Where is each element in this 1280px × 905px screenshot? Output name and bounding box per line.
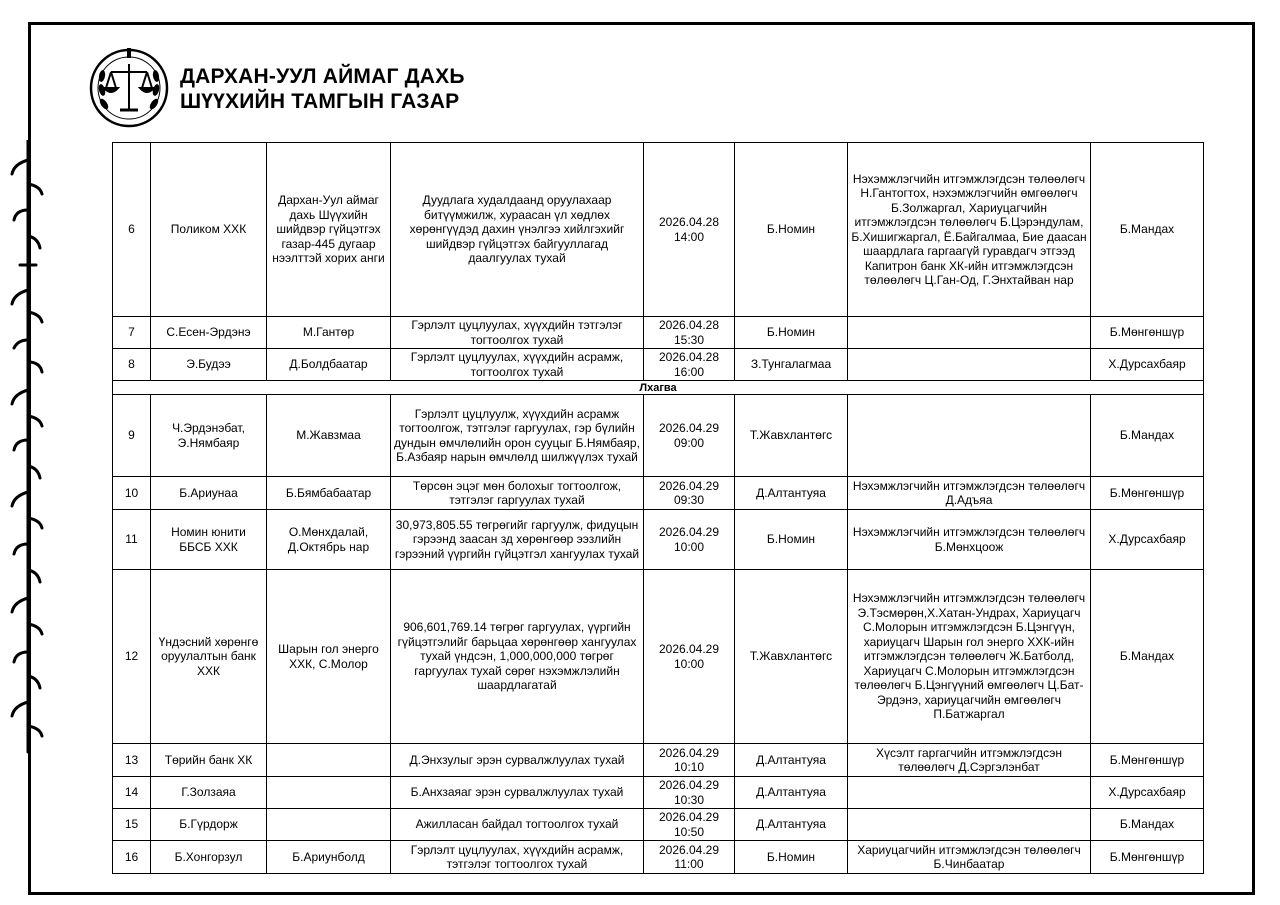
claim-subject-cell: Гэрлэлт цуцлуулах, хүүхдийн асрамж, тогтоолгох тухай <box>391 349 644 381</box>
hearing-datetime-cell: 2026.04.29 10:50 <box>644 809 735 841</box>
participants-cell: Нэхэмжлэгчийн итгэмжлэгдсэн төлөөлөгч Б.Мөнхцоож <box>848 510 1091 570</box>
participants-cell <box>848 317 1091 349</box>
clerk-cell: Х.Дурсахбаяр <box>1091 349 1204 381</box>
plaintiff-cell: Б.Хонгорзул <box>151 841 267 874</box>
participants-cell <box>848 777 1091 809</box>
defendant-cell <box>267 809 391 841</box>
participants-cell: Хариуцагчийн итгэмжлэгдсэн төлөөлөгч Б.Чинбаатар <box>848 841 1091 874</box>
defendant-cell: Шарын гол энерго ХХК, С.Молор <box>267 570 391 744</box>
section-wednesday <box>113 381 1204 395</box>
table-row <box>113 317 1204 349</box>
defendant-cell: Дархан-Уул аймаг дахь Шүүхийн шийдвэр гүйцэтгэх газар-445 дугаар нээлттэй хорих анги <box>267 143 391 317</box>
mongolian-script-vertical-text-icon <box>0 140 52 760</box>
hearing-datetime-cell: 2026.04.29 10:00 <box>644 510 735 570</box>
clerk-cell: Б.Мөнгөншүр <box>1091 841 1204 874</box>
judge-cell: Т.Жавхлантөгс <box>735 570 848 744</box>
claim-subject-cell: Дуудлага худалдаанд оруулахаар битүүмжилж, хураасан үл хөдлөх хөрөнгүүдэд дахин үнэлгээ хийлгэхийг шийдвэр гүйцэтгэх байгууллагад даалгуулах тухай <box>391 143 644 317</box>
case-number-cell: 6 <box>113 143 151 317</box>
case-number-cell: 16 <box>113 841 151 874</box>
hearing-datetime-cell: 2026.04.29 09:30 <box>644 477 735 510</box>
table-row <box>113 143 1204 317</box>
claim-subject-cell: Гэрлэлт цуцлуулах, хүүхдийн тэтгэлэг тогтоолгох тухай <box>391 317 644 349</box>
court-office-title <box>180 64 465 114</box>
clerk-cell: Б.Мөнгөншүр <box>1091 744 1204 777</box>
rows-tuesday <box>113 143 1204 381</box>
defendant-cell: Д.Болдбаатар <box>267 349 391 381</box>
claim-subject-cell: 30,973,805.55 төгрөгийг гаргуулж, фидуцын гэрээнд заасан зд хөрөнгөөр ээзлийн гэрээний үүргийн гүйцэтгэл хангуулах тухай <box>391 510 644 570</box>
table-row <box>113 349 1204 381</box>
defendant-cell: Б.Бямбабаатар <box>267 477 391 510</box>
defendant-cell <box>267 744 391 777</box>
case-number-cell: 7 <box>113 317 151 349</box>
clerk-cell: Б.Мандах <box>1091 570 1204 744</box>
judge-cell: Б.Номин <box>735 143 848 317</box>
case-number-cell: 9 <box>113 395 151 477</box>
case-number-cell: 15 <box>113 809 151 841</box>
judge-cell: Б.Номин <box>735 510 848 570</box>
plaintiff-cell: Поликом ХХК <box>151 143 267 317</box>
table-row <box>113 744 1204 777</box>
section-row <box>113 381 1204 395</box>
plaintiff-cell: Б.Ариунаа <box>151 477 267 510</box>
plaintiff-cell: Ч.Эрдэнэбат, Э.Нямбаяр <box>151 395 267 477</box>
claim-subject-cell: Гэрлэлт цуцлуулах, хүүхдийн асрамж, тэтгэлэг тогтоолгох тухай <box>391 841 644 874</box>
court-title-line2: ШҮҮХИЙН ТАМГЫН ГАЗАР <box>180 90 460 113</box>
hearing-datetime-cell: 2026.04.28 15:30 <box>644 317 735 349</box>
case-number-cell: 10 <box>113 477 151 510</box>
scales-of-justice-emblem-icon <box>88 44 170 130</box>
plaintiff-cell: Үндэсний хөрөнгө оруулалтын банк ХХК <box>151 570 267 744</box>
participants-cell <box>848 809 1091 841</box>
case-number-cell: 12 <box>113 570 151 744</box>
participants-cell: Хүсэлт гаргагчийн итгэмжлэгдсэн төлөөлөгч Д.Сэргэлэнбат <box>848 744 1091 777</box>
table-row <box>113 777 1204 809</box>
hearing-datetime-cell: 2026.04.29 10:10 <box>644 744 735 777</box>
table-row <box>113 570 1204 744</box>
judge-cell: З.Тунгалагмаа <box>735 349 848 381</box>
judge-cell: Б.Номин <box>735 841 848 874</box>
plaintiff-cell: Г.Золзаяа <box>151 777 267 809</box>
section-day-label: Лхагва <box>113 381 1204 395</box>
claim-subject-cell: Гэрлэлт цуцлуулж, хүүхдийн асрамж тогтоолгож, тэтгэлэг гаргуулах, гэр бүлийн дундын өмчлөлийн орон сууцыг Б.Нямбаяр, Б.Азбаяр нарын өмчлөлд шилжүүлэх тухай <box>391 395 644 477</box>
judge-cell: Д.Алтантуяа <box>735 744 848 777</box>
defendant-cell: М.Гантөр <box>267 317 391 349</box>
hearing-datetime-cell: 2026.04.29 11:00 <box>644 841 735 874</box>
table-row <box>113 477 1204 510</box>
claim-subject-cell: Б.Анхзаяаг эрэн сурвалжлуулах тухай <box>391 777 644 809</box>
defendant-cell: М.Жавзмаа <box>267 395 391 477</box>
hearing-datetime-cell: 2026.04.28 16:00 <box>644 349 735 381</box>
clerk-cell: Х.Дурсахбаяр <box>1091 777 1204 809</box>
case-number-cell: 13 <box>113 744 151 777</box>
clerk-cell: Б.Мөнгөншүр <box>1091 317 1204 349</box>
table-row <box>113 841 1204 874</box>
court-title-line1: ДАРХАН-УУЛ АЙМАГ ДАХЬ <box>180 65 465 88</box>
case-number-cell: 14 <box>113 777 151 809</box>
participants-cell: Нэхэмжлэгчийн итгэмжлэгдсэн төлөөлөгч Н.Гантогтох, нэхэмжлэгчийн өмгөөлөгч Б.Золжаргал, Хариуцагчийн итгэмжлэгдсэн төлөөлөгч Б.Цэрэндулам, Б.Хишигжаргал, Ё.Байгалмаа, Бие даасан шаардлага гаргаагүй гуравдагч этгээд Капитрон банк ХК-ийн итгэмжлэгдсэн төлөөлөгч Ц.Ган-Од, Г.Энхтайван нар <box>848 143 1091 317</box>
rows-wednesday <box>113 395 1204 874</box>
claim-subject-cell: Төрсөн эцэг мөн болохыг тогтоолгож, тэтгэлэг гаргуулах тухай <box>391 477 644 510</box>
defendant-cell: О.Мөнхдалай, Д.Октябрь нар <box>267 510 391 570</box>
clerk-cell: Х.Дурсахбаяр <box>1091 510 1204 570</box>
participants-cell <box>848 395 1091 477</box>
defendant-cell <box>267 777 391 809</box>
plaintiff-cell: Б.Гүрдорж <box>151 809 267 841</box>
case-number-cell: 8 <box>113 349 151 381</box>
clerk-cell: Б.Мандах <box>1091 143 1204 317</box>
hearing-datetime-cell: 2026.04.29 10:00 <box>644 570 735 744</box>
claim-subject-cell: Ажилласан байдал тогтоолгох тухай <box>391 809 644 841</box>
claim-subject-cell: Д.Энхзулыг эрэн сурвалжлуулах тухай <box>391 744 644 777</box>
table-row <box>113 809 1204 841</box>
claim-subject-cell: 906,601,769.14 төгрөг гаргуулах, үүргийн гүйцэтгэлийг барьцаа хөрөнгөөр хангуулах тухай үндсэн, 1,000,000,000 төгрөг гаргуулах тухай сөрөг нэхэмжлэлийн шаардлагатай <box>391 570 644 744</box>
plaintiff-cell: Номин юнити ББСБ ХХК <box>151 510 267 570</box>
hearing-schedule-table <box>112 142 1204 874</box>
plaintiff-cell: Төрийн банк ХК <box>151 744 267 777</box>
judge-cell: Д.Алтантуяа <box>735 777 848 809</box>
clerk-cell: Б.Мандах <box>1091 395 1204 477</box>
plaintiff-cell: Э.Будээ <box>151 349 267 381</box>
case-number-cell: 11 <box>113 510 151 570</box>
participants-cell: Нэхэмжлэгчийн итгэмжлэгдсэн төлөөлөгч Д.Адъяа <box>848 477 1091 510</box>
hearing-datetime-cell: 2026.04.28 14:00 <box>644 143 735 317</box>
table-row <box>113 395 1204 477</box>
clerk-cell: Б.Мандах <box>1091 809 1204 841</box>
judge-cell: Д.Алтантуяа <box>735 477 848 510</box>
table-row <box>113 510 1204 570</box>
clerk-cell: Б.Мөнгөншүр <box>1091 477 1204 510</box>
hearing-datetime-cell: 2026.04.29 10:30 <box>644 777 735 809</box>
defendant-cell: Б.Ариунболд <box>267 841 391 874</box>
plaintiff-cell: С.Есен-Эрдэнэ <box>151 317 267 349</box>
participants-cell <box>848 349 1091 381</box>
judge-cell: Б.Номин <box>735 317 848 349</box>
judge-cell: Д.Алтантуяа <box>735 809 848 841</box>
judge-cell: Т.Жавхлантөгс <box>735 395 848 477</box>
hearing-datetime-cell: 2026.04.29 09:00 <box>644 395 735 477</box>
participants-cell: Нэхэмжлэгчийн итгэмжлэгдсэн төлөөлөгч Э.Тэсмөрөн,Х.Хатан-Ундрах, Хариуцагч С.Молорын итгэмжлэгдсэн Б.Цэнгүүн, хариуцагч Шарын гол энерго ХХК-ийн итгэмжлэгдсэн төлөөлөгч Ж.Батболд, Хариуцагч С.Молорын итгэмжлэгдсэн төлөөлөгч Б.Цэнгүүний өмгөөлөгч Ц.Бат-Эрдэнэ, хариуцагчийн өмгөөлөгч П.Батжаргал <box>848 570 1091 744</box>
